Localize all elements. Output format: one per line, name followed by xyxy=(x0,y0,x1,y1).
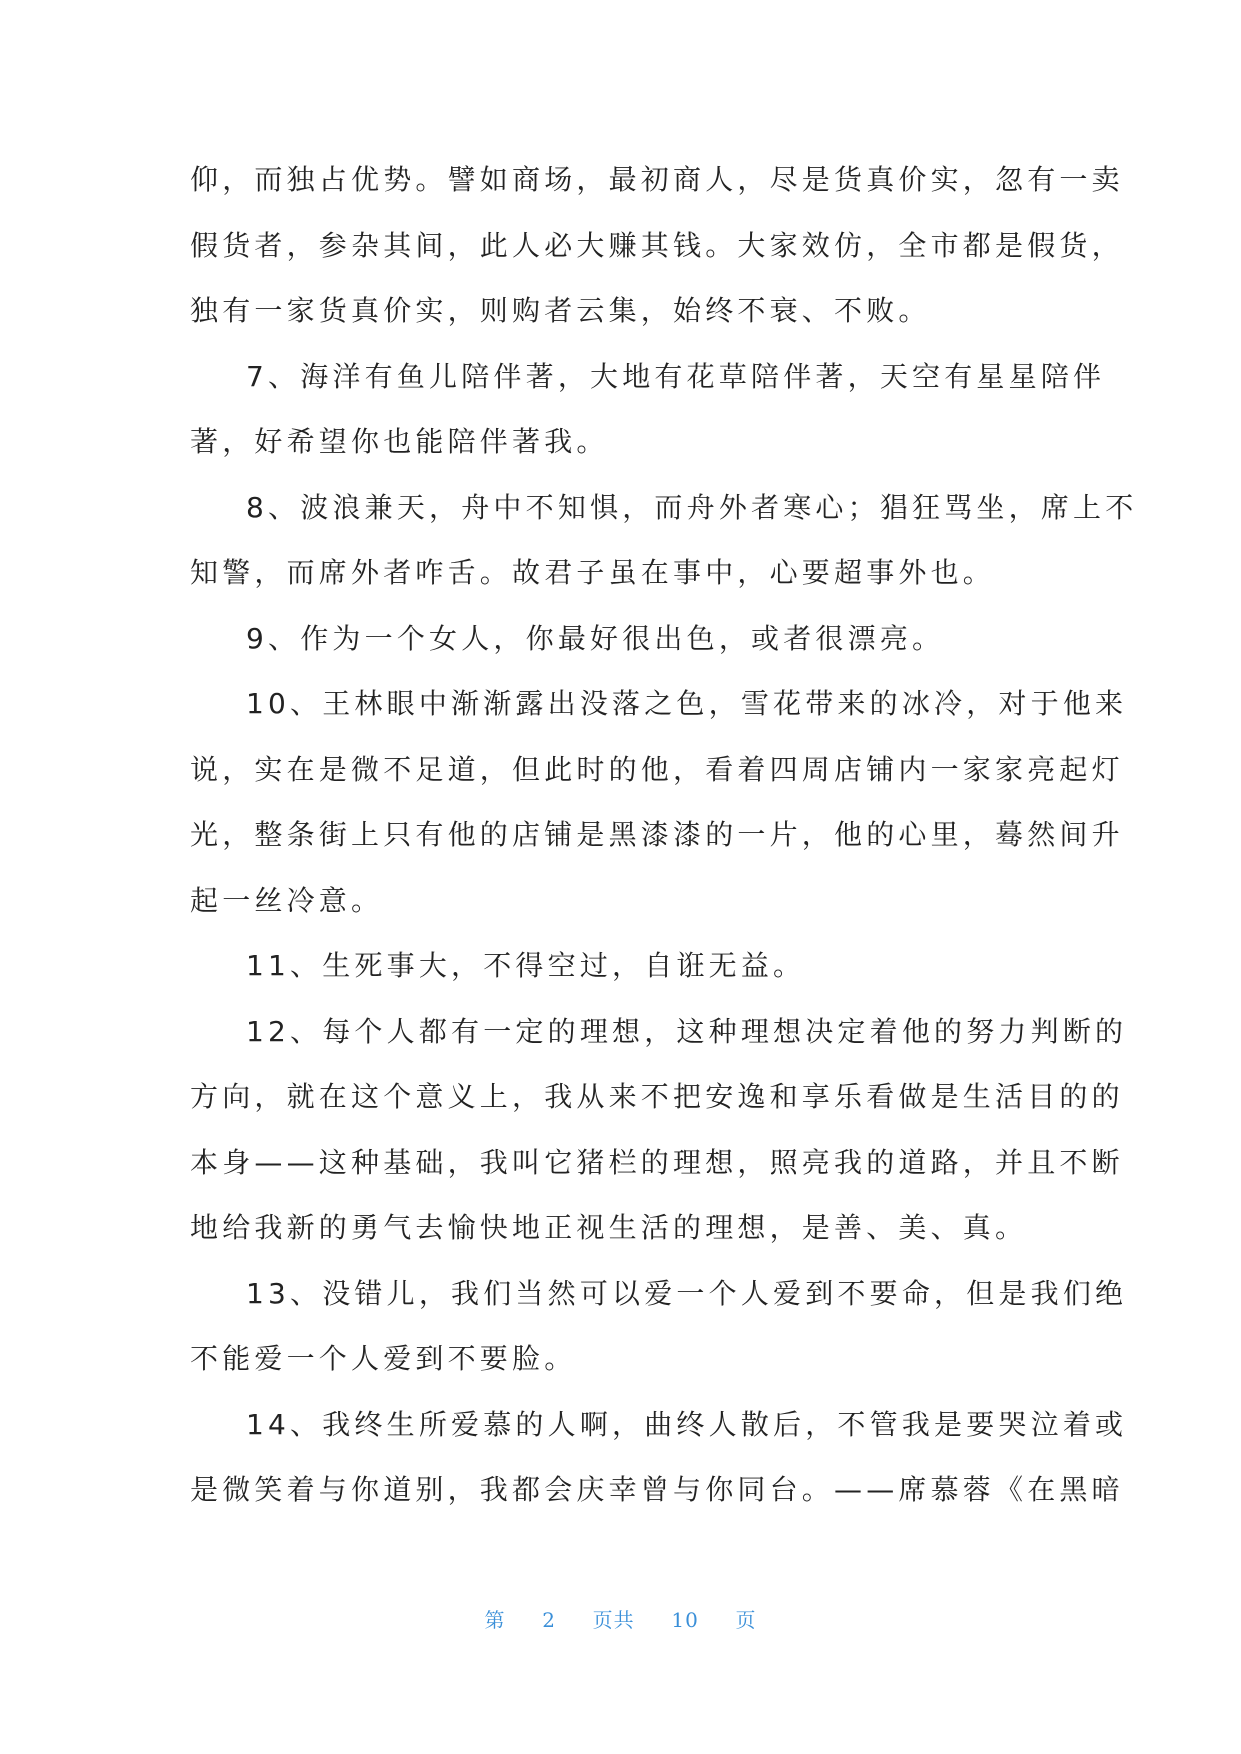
text-line: 是微笑着与你道别，我都会庆幸曾与你同台。——席慕蓉《在黑暗 xyxy=(190,1473,1124,1506)
document-body xyxy=(190,160,1138,1536)
text-line: 本身——这种基础，我叫它猪栏的理想，照亮我的道路，并且不断 xyxy=(190,1145,1124,1179)
text-line: 说，实在是微不足道，但此时的他，看着四周店铺内一家家亮起灯 xyxy=(190,752,1124,786)
text-line: 7、海洋有鱼儿陪伴著，大地有花草陪伴著，天空有星星陪伴 xyxy=(246,359,1106,393)
text-line: 光，整条街上只有他的店铺是黑漆漆的一片，他的心里，蓦然间升 xyxy=(190,818,1124,851)
text-line: 13、没错儿，我们当然可以爱一个人爱到不要命，但是我们绝 xyxy=(246,1276,1128,1310)
text-line: 假货者，参杂其间，此人必大赚其钱。大家效仿，全市都是假货， xyxy=(190,228,1124,262)
footer-total-pages: 10 xyxy=(671,1608,699,1632)
text-line: 地给我新的勇气去愉快地正视生活的理想，是善、美、真。 xyxy=(190,1211,1028,1244)
text-line: 仰，而独占优势。譬如商场，最初商人，尽是货真价实，忽有一卖 xyxy=(190,163,1124,196)
text-line: 11、生死事大，不得空过，自诳无益。 xyxy=(246,949,806,982)
text-line: 著，好希望你也能陪伴著我。 xyxy=(190,425,609,458)
text-line: 起一丝冷意。 xyxy=(190,883,384,917)
text-line: 10、王林眼中渐渐露出没落之色，雪花带来的冰冷，对于他来 xyxy=(246,687,1128,720)
footer-current-page: 2 xyxy=(542,1608,556,1632)
text-line: 14、我终生所爱慕的人啊，曲终人散后，不管我是要哭泣着或 xyxy=(246,1407,1128,1441)
text-line: 方向，就在这个意义上，我从来不把安逸和享乐看做是生活目的的 xyxy=(190,1080,1124,1113)
text-line: 12、每个人都有一定的理想，这种理想决定着他的努力判断的 xyxy=(246,1014,1128,1048)
text-line: 不能爱一个人爱到不要脸。 xyxy=(190,1342,577,1375)
footer-end-label: 页 xyxy=(735,1608,757,1632)
footer-page-label: 第 xyxy=(484,1608,506,1632)
footer-of-label: 页共 xyxy=(592,1608,635,1632)
page-footer xyxy=(0,1604,1241,1633)
text-line: 8、波浪兼天，舟中不知惧，而舟外者寒心；猖狂骂坐，席上不 xyxy=(246,490,1138,524)
text-line: 知警，而席外者咋舌。故君子虽在事中，心要超事外也。 xyxy=(190,556,996,589)
text-line: 9、作为一个女人，你最好很出色，或者很漂亮。 xyxy=(246,621,945,655)
text-line: 独有一家货真价实，则购者云集，始终不衰、不败。 xyxy=(190,294,931,327)
